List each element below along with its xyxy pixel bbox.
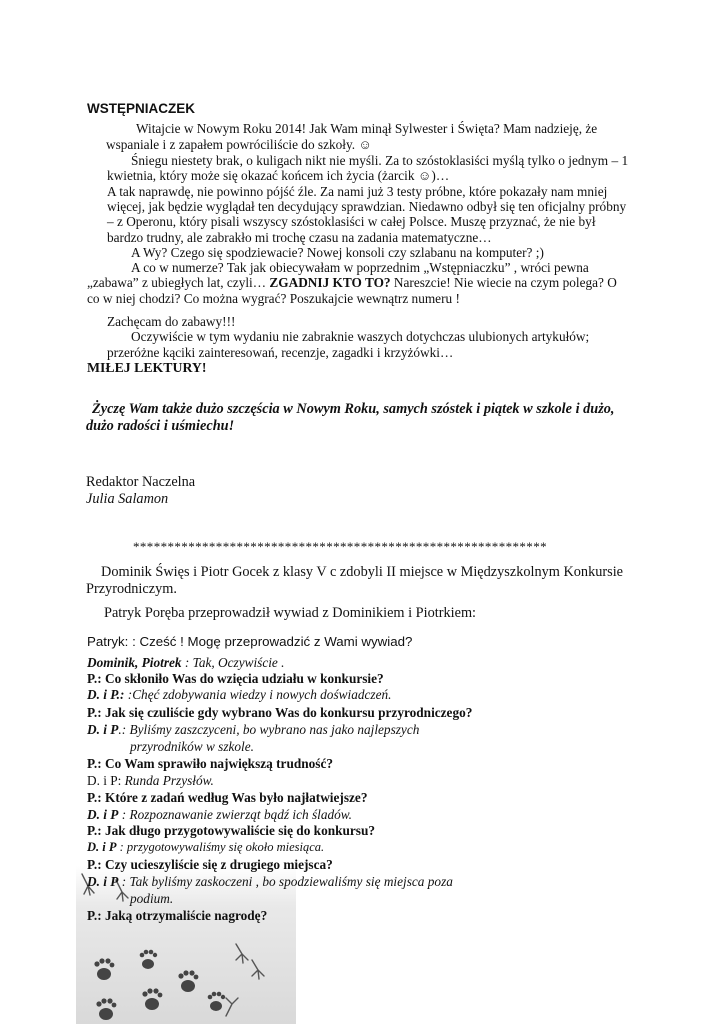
interview-answer-4	[87, 807, 352, 822]
game-name: ZGADNIJ KTO TO?	[269, 275, 391, 290]
interview-answer-0	[87, 655, 284, 670]
intro-line-13: Zachęcam do zabawy!!!	[107, 314, 236, 329]
interview-answer-6-cont: podium.	[130, 891, 174, 906]
interview-question-5: P.: Jak długo przygotowywaliście się do konkursu?	[87, 823, 376, 838]
intro-line-15: przeróżne kąciki zainteresowań, recenzje, zagadki i krzyżówki…	[107, 345, 454, 360]
news-line-3: Patryk Poręba przeprowadził wywiad z Dominikiem i Piotrkiem:	[104, 605, 477, 621]
interview-question-4: P.: Które z zadań według Was było najłatwiejsze?	[87, 790, 368, 805]
news-line-2: Przyrodniczym.	[86, 581, 177, 597]
interview-answer-2-cont: przyrodników w szkole.	[130, 739, 254, 754]
intro-line-7: – z Operonu, który pisali wszyscy szóstoklasiści w całej Polsce. Muszę przyznać, że nie był	[107, 214, 596, 229]
interview-question-0: Patryk: : Cześć ! Mogę przeprowadzić z Wami wywiad?	[87, 634, 413, 649]
intro-line-1: Witajcie w Nowym Roku 2014! Jak Wam minął Sylwester i Święta? Mam nadzieję, że	[136, 121, 598, 136]
answer-speakers: Dominik, Piotrek	[87, 655, 182, 670]
intro-line-11-start: „zabawa” z ubiegłych lat, czyli…	[87, 275, 270, 290]
intro-line-12: co w niej chodzi? Co można wygrać? Poszukajcie wewnątrz numeru !	[87, 291, 460, 306]
intro-line-11	[87, 275, 617, 290]
answer-speakers: D. i P.:	[87, 687, 125, 702]
signature-name: Julia Salamon	[86, 491, 169, 507]
intro-line-11-end: Nareszcie! Nie wiecie na czym polega? O	[390, 275, 617, 290]
news-line-1: Dominik Święs i Piotr Gocek z klasy V c zdobyli II miejsce w Międzyszkolnym Konkursie	[101, 564, 624, 580]
interview-question-6: P.: Czy ucieszyliście się z drugiego miejsca?	[87, 857, 333, 872]
intro-line-3: Śniegu niestety brak, o kuligach nikt nie myśli. Za to szóstoklasiści myślą tylko o jednym – 1	[131, 153, 629, 168]
intro-line-5: A tak naprawdę, nie powinno pójść źle. Za nami już 3 testy próbne, które pokazały nam mniej	[107, 184, 608, 199]
interview-question-3: P.: Co Wam sprawiło największą trudność?	[87, 756, 334, 771]
answer-text: : Rozpoznawanie zwierząt bądź ich śladów.	[118, 807, 352, 822]
interview-question-1: P.: Co skłoniło Was do wzięcia udziału w konkursie?	[87, 671, 384, 686]
intro-line-2: wspaniale i z zapałem powróciliście do szkoły. ☺	[106, 137, 373, 152]
answer-text: Runda Przysłów.	[121, 773, 214, 788]
answer-text: .: Byliśmy zaszczyceni, bo wybrano nas jako najlepszych	[118, 722, 420, 737]
interview-answer-2	[87, 722, 419, 737]
intro-line-6: więcej, jak będzie wyglądał ten decydujący sprawdzian. Niedawno odbył się ten oficjalny próbny	[107, 199, 627, 214]
separator: ************************************************************	[133, 539, 547, 554]
intro-line-14: Oczywiście w tym wydaniu nie zabraknie waszych dotychczas ulubionych artykułów;	[131, 329, 590, 344]
intro-line-8: bardzo trudny, ale zabrakło mi trochę czasu na zadania matematyczne…	[107, 230, 492, 245]
answer-text: : przygotowywaliśmy się około miesiąca.	[116, 840, 325, 854]
answer-text: : Tak byliśmy zaskoczeni , bo spodziewaliśmy się miejsca poza	[118, 874, 453, 889]
answer-text: :Chęć zdobywania wiedzy i nowych doświadczeń.	[124, 687, 392, 702]
wishes-line-1: Życzę Wam także dużo szczęścia w Nowym Roku, samych szóstek i piątek w szkole i dużo,	[92, 401, 615, 417]
answer-speakers: D. i P	[87, 840, 117, 854]
intro-line-9: A Wy? Czego się spodziewacie? Nowej konsoli czy szlabanu na komputer? ;)	[131, 245, 544, 260]
answer-text: : Tak, Oczywiście .	[181, 655, 285, 670]
paw-prints-image	[76, 866, 296, 1024]
enjoy-reading: MIŁEJ LEKTURY!	[87, 360, 207, 375]
signature-role: Redaktor Naczelna	[86, 474, 196, 490]
answer-speakers: D. i P	[87, 807, 119, 822]
answer-speakers: D. i P	[87, 722, 119, 737]
answer-speakers: D. i P:	[87, 773, 122, 788]
interview-answer-1	[87, 687, 391, 702]
interview-answer-5	[87, 840, 324, 855]
intro-line-10: A co w numerze? Tak jak obiecywałam w poprzednim „Wstępniaczku” , wróci pewna	[131, 260, 589, 275]
answer-speakers: D. i P	[87, 874, 119, 889]
page-title: WSTĘPNIACZEK	[87, 101, 195, 116]
intro-line-4: kwietnia, który może się okazać końcem ich życia (żarcik ☺)…	[107, 168, 450, 183]
interview-answer-3	[87, 773, 214, 788]
interview-question-7: P.: Jaką otrzymaliście nagrodę?	[87, 908, 268, 923]
interview-question-2: P.: Jak się czuliście gdy wybrano Was do konkursu przyrodniczego?	[87, 705, 473, 720]
wishes-line-2: dużo radości i uśmiechu!	[86, 418, 235, 434]
interview-answer-6	[87, 874, 453, 889]
